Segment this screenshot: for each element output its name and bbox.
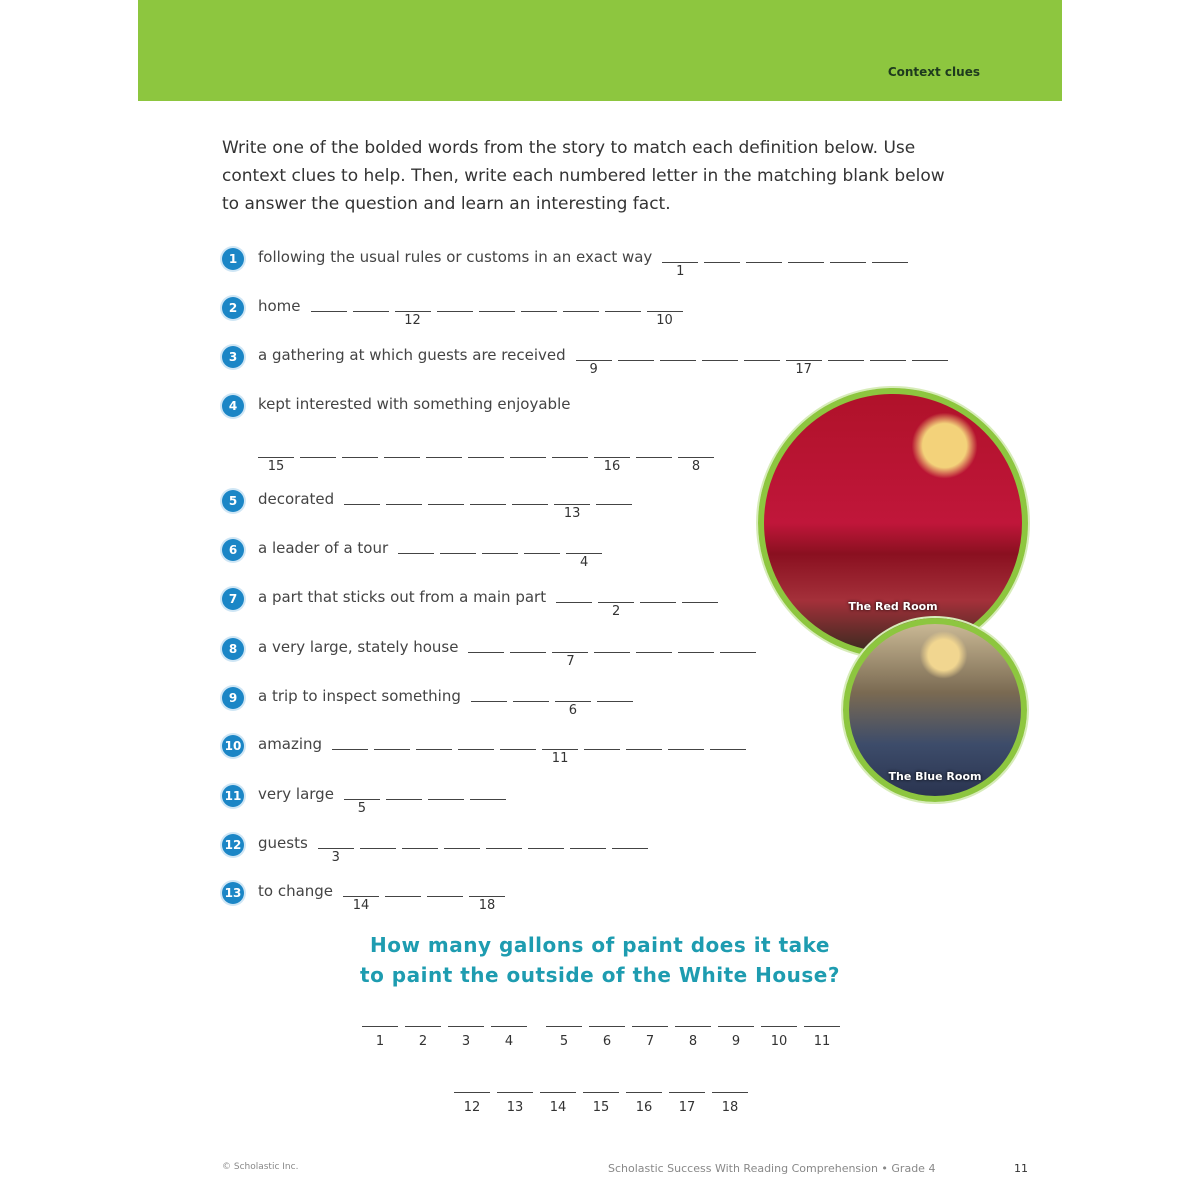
letter-number: 10 <box>770 1034 788 1049</box>
answer-blank[interactable] <box>636 646 672 653</box>
answer-blank[interactable] <box>454 1086 490 1115</box>
answer-blank[interactable] <box>416 743 452 750</box>
answer-blank[interactable] <box>626 743 662 750</box>
answer-blank[interactable] <box>675 1020 711 1049</box>
copyright: © Scholastic Inc. <box>222 1162 299 1172</box>
letter-number: 1 <box>375 1034 385 1049</box>
letter-number: 15 <box>267 459 285 474</box>
answer-blank[interactable] <box>405 1020 441 1049</box>
answer-blank[interactable] <box>576 354 612 377</box>
answer-blank[interactable] <box>258 451 294 474</box>
fact-question <box>300 930 900 990</box>
letter-number: 10 <box>656 313 673 328</box>
letter-number: 4 <box>504 1034 514 1049</box>
answer-blank[interactable] <box>702 354 738 361</box>
answer-blank[interactable] <box>491 1020 527 1049</box>
answer-blank[interactable] <box>555 695 591 718</box>
letter-number: 16 <box>635 1100 653 1115</box>
answer-blank[interactable] <box>510 451 546 458</box>
answer-blank[interactable] <box>332 743 368 750</box>
answer-blank[interactable] <box>469 890 505 913</box>
answer-blank[interactable] <box>386 498 422 505</box>
answer-blank[interactable] <box>786 354 822 377</box>
letter-number: 6 <box>568 703 577 718</box>
letter-number: 11 <box>813 1034 831 1049</box>
answer-blank[interactable] <box>362 1020 398 1049</box>
answer-blank[interactable] <box>374 743 410 750</box>
letter-number: 17 <box>795 362 812 377</box>
letter-number: 9 <box>731 1034 741 1049</box>
answer-blank[interactable] <box>554 498 590 521</box>
answer-blank[interactable] <box>468 646 504 653</box>
letter-number: 7 <box>645 1034 655 1049</box>
answer-blank[interactable] <box>402 842 438 849</box>
answer-blank[interactable] <box>500 743 536 750</box>
question-item <box>222 834 654 865</box>
answer-blank[interactable] <box>311 305 347 312</box>
answer-row-1a <box>362 1020 534 1049</box>
answer-blank[interactable] <box>720 646 756 653</box>
answer-blank[interactable] <box>704 256 740 263</box>
answer-blank[interactable] <box>594 451 630 474</box>
letter-number: 12 <box>463 1100 481 1115</box>
answer-blank[interactable] <box>386 793 422 800</box>
answer-blank[interactable] <box>343 890 379 913</box>
letter-number: 8 <box>688 1034 698 1049</box>
question-item <box>222 248 914 279</box>
definition: amazing <box>258 735 323 753</box>
answer-blank[interactable] <box>318 842 354 865</box>
letter-number: 9 <box>589 362 598 377</box>
answer-blank[interactable] <box>513 695 549 702</box>
question-number-icon: 8 <box>222 638 244 660</box>
answer-blank[interactable] <box>428 793 464 800</box>
answer-blank[interactable] <box>612 842 648 849</box>
letter-number: 17 <box>678 1100 696 1115</box>
answer-blank[interactable] <box>566 547 602 570</box>
answer-blank[interactable] <box>678 646 714 653</box>
question-number-icon: 10 <box>222 735 244 757</box>
letter-number: 4 <box>580 555 589 570</box>
answer-blank[interactable] <box>353 305 389 312</box>
answer-blank[interactable] <box>605 305 641 312</box>
answer-blank[interactable] <box>570 842 606 849</box>
answer-blank[interactable] <box>668 743 704 750</box>
letter-number: 15 <box>592 1100 610 1115</box>
page-number: 11 <box>1014 1162 1028 1175</box>
answer-blank[interactable] <box>669 1086 705 1115</box>
answer-blank[interactable] <box>385 890 421 897</box>
answer-blank[interactable] <box>395 305 431 328</box>
answer-blank[interactable] <box>596 498 632 505</box>
answer-blank[interactable] <box>437 305 473 312</box>
question-item <box>222 882 511 913</box>
letter-number: 16 <box>603 459 621 474</box>
answer-blank[interactable] <box>440 547 476 554</box>
answer-blank[interactable] <box>444 842 480 849</box>
question-number-icon: 6 <box>222 539 244 561</box>
question-item <box>222 785 512 816</box>
answer-blank[interactable] <box>458 743 494 750</box>
answer-blank[interactable] <box>788 256 824 263</box>
answer-blank[interactable] <box>344 793 380 816</box>
answer-blank[interactable] <box>710 743 746 750</box>
question-item <box>222 395 701 474</box>
answer-blank[interactable] <box>678 451 714 474</box>
answer-blank[interactable] <box>342 451 378 458</box>
letter-number: 12 <box>404 313 421 328</box>
question-number-icon: 13 <box>222 882 244 904</box>
definition: a gathering at which guests are received <box>258 346 566 364</box>
answer-blank[interactable] <box>344 498 380 505</box>
answer-blank[interactable] <box>479 305 515 312</box>
answer-blank[interactable] <box>556 596 592 603</box>
question-number-icon: 12 <box>222 834 244 856</box>
letter-number: 14 <box>549 1100 567 1115</box>
answer-blank[interactable] <box>552 451 588 458</box>
letter-number: 2 <box>611 604 621 619</box>
letter-number: 18 <box>721 1100 739 1115</box>
answer-blank[interactable] <box>428 498 464 505</box>
question-number-icon: 1 <box>222 248 244 270</box>
answer-blank[interactable] <box>618 354 654 361</box>
blue-room-caption: The Blue Room <box>888 770 982 783</box>
question-number-icon: 7 <box>222 588 244 610</box>
answer-blank[interactable] <box>682 596 718 603</box>
answer-blank[interactable] <box>804 1020 840 1049</box>
answer-blank[interactable] <box>524 547 560 554</box>
definition: home <box>258 297 301 315</box>
question-line-2: to paint the outside of the White House? <box>360 963 840 987</box>
definition: decorated <box>258 490 335 508</box>
answer-blank[interactable] <box>589 1020 625 1049</box>
letter-number: 5 <box>357 801 367 816</box>
letter-number: 18 <box>478 898 496 913</box>
letter-number: 13 <box>563 506 581 521</box>
question-item <box>222 297 689 328</box>
answer-blank[interactable] <box>828 354 864 361</box>
definition: guests <box>258 834 308 852</box>
red-room-photo <box>758 388 1028 658</box>
letter-number: 11 <box>551 751 569 766</box>
answer-blank[interactable] <box>482 547 518 554</box>
question-number-icon: 4 <box>222 395 244 417</box>
answer-blank[interactable] <box>470 498 506 505</box>
answer-blank[interactable] <box>870 354 906 361</box>
letter-number: 1 <box>676 264 685 279</box>
answer-blank[interactable] <box>468 451 504 458</box>
letter-number: 6 <box>602 1034 612 1049</box>
definition: very large <box>258 785 334 803</box>
answer-blank[interactable] <box>594 646 630 653</box>
question-number-icon: 2 <box>222 297 244 319</box>
red-room-caption: The Red Room <box>848 600 938 613</box>
answer-blank[interactable] <box>497 1086 533 1115</box>
answer-blank[interactable] <box>471 695 507 702</box>
answer-blank[interactable] <box>872 256 908 263</box>
book-title: Scholastic Success With Reading Comprehension • Grade 4 <box>608 1162 936 1175</box>
answer-blank[interactable] <box>510 646 546 653</box>
definition: following the usual rules or customs in an exact way <box>258 248 653 266</box>
question-item <box>222 735 752 766</box>
answer-blank[interactable] <box>542 743 578 766</box>
question-number-icon: 3 <box>222 346 244 368</box>
question-line-1: How many gallons of paint does it take <box>370 933 830 957</box>
letter-number: 2 <box>418 1034 428 1049</box>
definition: a leader of a tour <box>258 539 389 557</box>
header-bar <box>138 0 1062 101</box>
definition: a trip to inspect something <box>258 687 461 705</box>
answer-blank[interactable] <box>636 451 672 458</box>
answer-blank[interactable] <box>912 354 948 361</box>
letter-number: 3 <box>331 850 340 865</box>
answer-blank[interactable] <box>660 354 696 361</box>
answer-blank[interactable] <box>398 547 434 554</box>
answer-blank[interactable] <box>662 256 698 279</box>
answer-blank[interactable] <box>448 1020 484 1049</box>
answer-blank[interactable] <box>486 842 522 849</box>
instructions: Write one of the bolded words from the story to match each definition below. Use context clues to help. Then, write each numbered letter in the matching blank below to answer the question and learn an interesting fact. <box>222 138 945 214</box>
answer-blank[interactable] <box>746 256 782 263</box>
question-item <box>222 539 608 570</box>
answer-blank[interactable] <box>470 793 506 800</box>
answer-blank[interactable] <box>583 1086 619 1115</box>
answer-blank[interactable] <box>584 743 620 750</box>
definition: to change <box>258 882 334 900</box>
answer-row-1b <box>546 1020 847 1049</box>
definition: a very large, stately house <box>258 638 459 656</box>
answer-blank[interactable] <box>563 305 599 312</box>
answer-row-2 <box>454 1086 755 1115</box>
answer-blank[interactable] <box>712 1086 748 1115</box>
answer-blank[interactable] <box>718 1020 754 1049</box>
blue-room-photo <box>843 618 1027 802</box>
answer-blank[interactable] <box>632 1020 668 1049</box>
answer-blank[interactable] <box>360 842 396 849</box>
letter-number: 3 <box>461 1034 471 1049</box>
answer-blank[interactable] <box>744 354 780 361</box>
letter-number: 14 <box>352 898 370 913</box>
answer-blank[interactable] <box>598 596 634 619</box>
answer-blank[interactable] <box>512 498 548 505</box>
answer-blank[interactable] <box>552 646 588 669</box>
letter-number: 13 <box>506 1100 524 1115</box>
definition: a part that sticks out from a main part <box>258 588 547 606</box>
question-item <box>222 687 639 718</box>
answer-blank[interactable] <box>546 1020 582 1049</box>
letter-number: 5 <box>559 1034 569 1049</box>
answer-blank[interactable] <box>626 1086 662 1115</box>
answer-blank[interactable] <box>761 1020 797 1049</box>
question-item <box>222 638 762 669</box>
section-label: Context clues <box>887 65 980 79</box>
answer-blank[interactable] <box>427 890 463 897</box>
answer-blank[interactable] <box>597 695 633 702</box>
answer-blank[interactable] <box>647 305 683 328</box>
answer-blank[interactable] <box>426 451 462 458</box>
letter-number: 8 <box>691 459 701 474</box>
answer-blank[interactable] <box>521 305 557 312</box>
question-item <box>222 588 724 619</box>
question-number-icon: 9 <box>222 687 244 709</box>
question-number-icon: 11 <box>222 785 244 807</box>
question-number-icon: 5 <box>222 490 244 512</box>
definition: kept interested with something enjoyable <box>258 395 571 413</box>
answer-blank[interactable] <box>528 842 564 849</box>
answer-blank[interactable] <box>300 451 336 458</box>
question-item <box>222 490 638 521</box>
letter-number: 7 <box>566 654 575 669</box>
answer-blank[interactable] <box>540 1086 576 1115</box>
answer-blank[interactable] <box>640 596 676 603</box>
answer-blank[interactable] <box>384 451 420 458</box>
answer-blank[interactable] <box>830 256 866 263</box>
question-item <box>222 346 954 377</box>
